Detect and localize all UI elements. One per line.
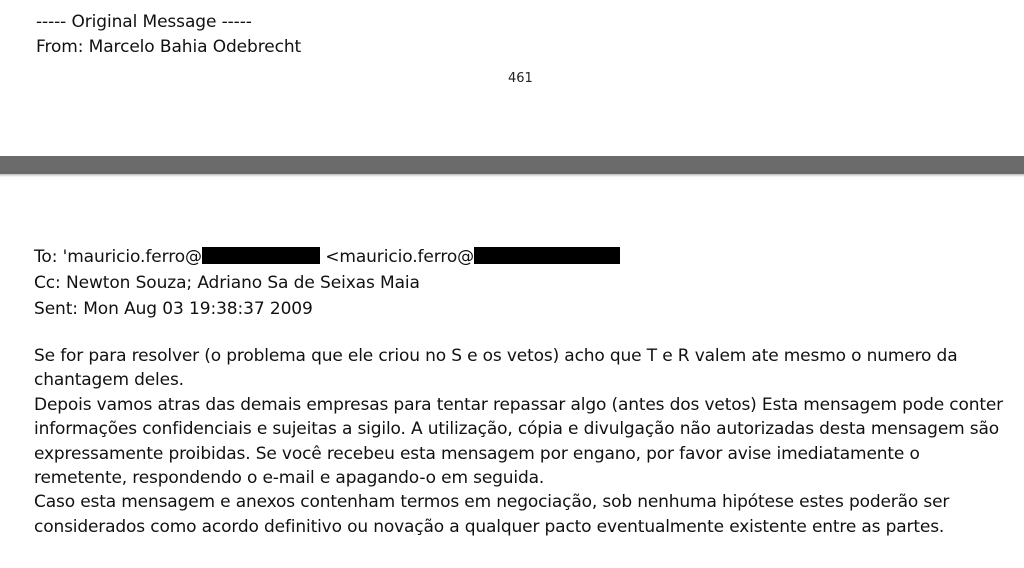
to-line [34, 244, 620, 270]
to-address-middle: <mauricio.ferro@ [319, 247, 475, 267]
to-address-prefix: 'mauricio.ferro@ [62, 247, 202, 267]
redaction-block [474, 247, 620, 264]
cc-line [34, 270, 620, 296]
sent-value: Mon Aug 03 19:38:37 2009 [83, 299, 313, 319]
body-paragraph: Se for para resolver (o problema que ele criou no S e os vetos) acho que T e R valem ate mesmo o numero da chantagem deles. [34, 346, 958, 391]
previous-page-fragment [0, 0, 1024, 156]
email-headers [34, 244, 620, 322]
cc-value: Newton Souza; Adriano Sa de Seixas Maia [65, 273, 420, 293]
redaction-block [202, 247, 320, 264]
from-label: From: [36, 37, 84, 57]
to-label: To: [34, 247, 58, 267]
email-body [34, 344, 1014, 539]
original-message-separator: ----- Original Message ----- [36, 12, 252, 32]
from-value: Marcelo Bahia Odebrecht [88, 37, 302, 57]
cc-label: Cc: [34, 273, 61, 293]
sent-line [34, 296, 620, 322]
body-paragraph: Caso esta mensagem e anexos contenham termos em negociação, sob nenhuma hipótese estes poderão ser considerados como acordo definitivo ou novação a qualquer pacto eventualmente existente entre as partes. [34, 492, 950, 537]
sent-label: Sent: [34, 299, 78, 319]
page-break-divider [0, 156, 1024, 174]
body-paragraph: Depois vamos atras das demais empresas para tentar repassar algo (antes dos vetos) Esta mensagem pode conter informações confidenciais e sujeitas a sigilo. A utilização, cópia e divulgação não autorizadas desta mensagem são expressamente proibidas. Se você recebeu esta mensagem por engano, por favor avise imediatamente o remetente, respondendo o e-mail e apagando-o em seguida. [34, 394, 1004, 489]
original-message-header [36, 10, 301, 60]
page-break-shadow [0, 174, 1024, 177]
page-number: 461 [508, 71, 533, 86]
from-line [36, 35, 301, 60]
